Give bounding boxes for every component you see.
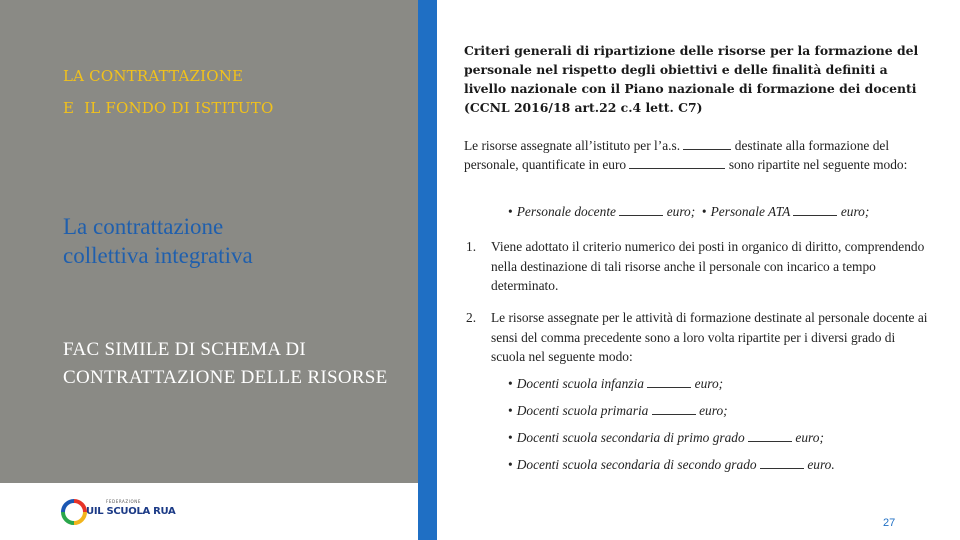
uil-scuola-rua-logo bbox=[60, 494, 176, 528]
item1-number: 1. bbox=[466, 239, 477, 254]
blank-grade-amount bbox=[647, 377, 691, 388]
grade-label: Docenti scuola primaria bbox=[516, 403, 649, 418]
blank-grade-amount bbox=[652, 404, 696, 415]
list-item bbox=[508, 403, 928, 430]
personale-breakdown bbox=[508, 204, 869, 220]
personale-docente-label: Personale docente bbox=[516, 204, 616, 219]
grade-suffix: euro. bbox=[807, 457, 835, 472]
section-title-line1: LA CONTRATTAZIONE bbox=[63, 67, 244, 85]
section-title-line2: E IL FONDO DI ISTITUTO bbox=[63, 99, 274, 117]
logo-federazione-text: FEDERAZIONE bbox=[106, 499, 141, 504]
item2-number: 2. bbox=[466, 310, 477, 325]
fac-simile-text: FAC SIMILE DI SCHEMA DI CONTRATTAZIONE DELLE RISORSE bbox=[63, 339, 388, 388]
slide-subtitle bbox=[63, 212, 253, 270]
list-item bbox=[508, 376, 928, 403]
grade-label: Docenti scuola secondaria di primo grado bbox=[516, 430, 745, 445]
blank-ata-amount bbox=[793, 205, 837, 216]
bullet-icon: • bbox=[508, 403, 513, 418]
docente-euro: euro; bbox=[666, 204, 696, 219]
personale-ata-label: Personale ATA bbox=[710, 204, 791, 219]
intro-part2: destinate alla formazione del personale, quantificate in euro bbox=[464, 138, 890, 172]
section-title bbox=[63, 60, 273, 124]
bullet-icon: • bbox=[508, 376, 513, 391]
blank-school-year bbox=[683, 139, 731, 150]
item1-text: Viene adottato il criterio numerico dei posti in organico di diritto, comprendendo nella destinazione di tali risorse anche il personale con incarico a tempo determinato. bbox=[491, 239, 925, 293]
bullet-icon: • bbox=[508, 430, 513, 445]
bullet-icon: • bbox=[701, 204, 707, 219]
grade-suffix: euro; bbox=[699, 403, 728, 418]
logo-text: UIL SCUOLA RUA bbox=[86, 506, 176, 517]
intro-part1: Le risorse assegnate all’istituto per l’a.s. bbox=[464, 138, 681, 153]
subtitle-line2: collettiva integrativa bbox=[63, 243, 253, 268]
grade-suffix: euro; bbox=[795, 430, 824, 445]
list-item bbox=[508, 430, 928, 457]
bullet-icon: • bbox=[508, 457, 513, 472]
logo-ring-icon bbox=[60, 498, 88, 526]
blank-grade-amount bbox=[760, 458, 804, 469]
blank-grade-amount bbox=[748, 431, 792, 442]
intro-paragraph bbox=[464, 136, 932, 174]
subtitle-line1: La contrattazione bbox=[63, 214, 224, 239]
item2-text: Le risorse assegnate per le attività di formazione destinate al personale docente ai sensi del comma precedente sono a loro volta ripartite per i diversi grado di scuola nel seguente modo: bbox=[491, 310, 928, 364]
blank-amount bbox=[629, 158, 725, 169]
intro-part3: sono ripartite nel seguente modo: bbox=[728, 157, 908, 172]
grade-suffix: euro; bbox=[694, 376, 724, 391]
list-item bbox=[508, 457, 928, 484]
ata-euro: euro; bbox=[840, 204, 870, 219]
grade-label: Docenti scuola infanzia bbox=[516, 376, 644, 391]
blank-docente-amount bbox=[619, 205, 663, 216]
bullet-icon: • bbox=[508, 204, 513, 219]
criteria-heading: Criteri generali di ripartizione delle risorse per la formazione del personale nel rispetto degli obiettivi e delle finalità definiti a livello nazionale con il Piano nazionale di formazione dei docenti (CCNL 2016/18 art.22 c.4 lett. C7) bbox=[464, 43, 919, 115]
grade-label: Docenti scuola secondaria di secondo grado bbox=[516, 457, 757, 472]
blue-accent-bar bbox=[418, 0, 437, 540]
school-grade-list bbox=[508, 376, 928, 484]
page-number: 27 bbox=[883, 517, 896, 529]
